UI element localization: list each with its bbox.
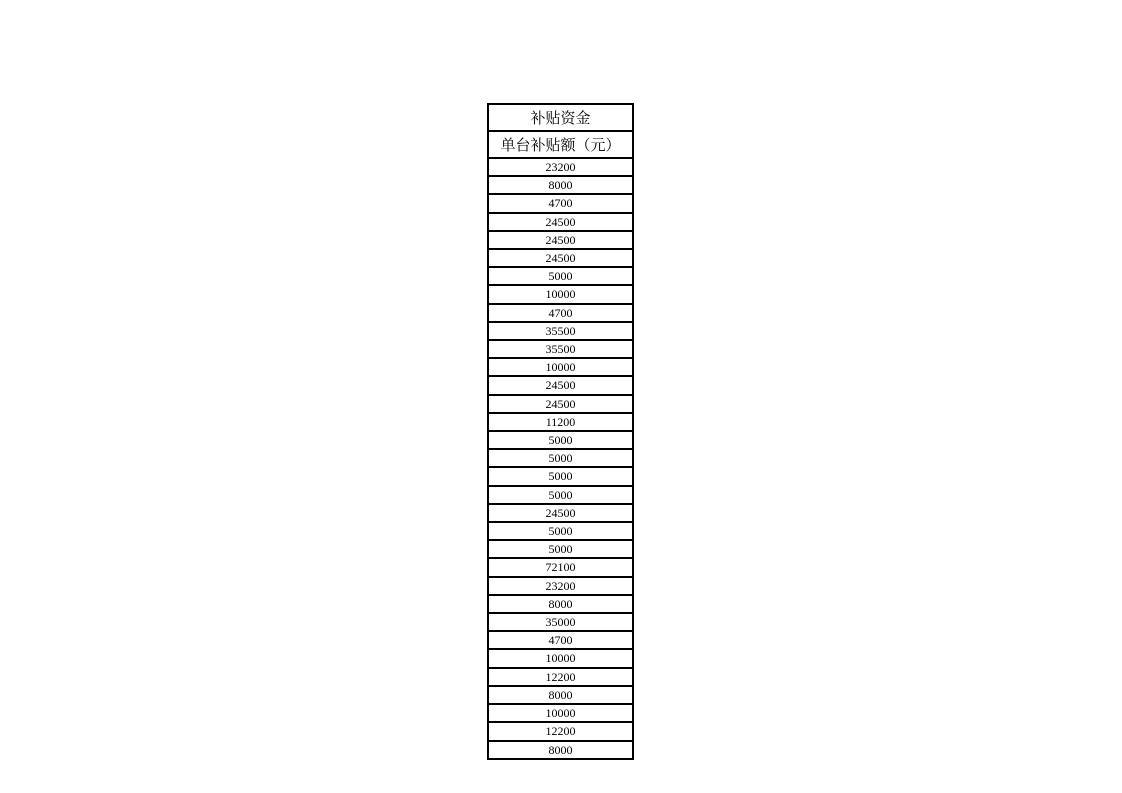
subsidy-amount-cell: 12200: [488, 668, 633, 686]
table-row: [488, 285, 633, 303]
table-row: [488, 686, 633, 704]
table-row: [488, 540, 633, 558]
subsidy-amount-cell: 10000: [488, 704, 633, 722]
subsidy-amount-cell: 5000: [488, 267, 633, 285]
subsidy-amount-cell: 8000: [488, 176, 633, 194]
subsidy-table-container: [487, 103, 634, 760]
subsidy-table-body: [488, 158, 633, 759]
subsidy-amount-cell: 35500: [488, 322, 633, 340]
table-row: [488, 613, 633, 631]
table-row: [488, 395, 633, 413]
table-row: [488, 704, 633, 722]
table-row: [488, 158, 633, 176]
table-row: [488, 722, 633, 740]
table-row: [488, 376, 633, 394]
subsidy-amount-cell: 11200: [488, 413, 633, 431]
table-row: [488, 413, 633, 431]
subsidy-amount-cell: 24500: [488, 376, 633, 394]
subsidy-amount-cell: 8000: [488, 686, 633, 704]
table-row: [488, 358, 633, 376]
table-row: [488, 522, 633, 540]
table-row: [488, 304, 633, 322]
table-row: [488, 595, 633, 613]
subsidy-amount-cell: 8000: [488, 595, 633, 613]
table-row: [488, 431, 633, 449]
table-row: [488, 213, 633, 231]
subsidy-amount-cell: 72100: [488, 558, 633, 576]
subsidy-amount-cell: 24500: [488, 213, 633, 231]
table-row: [488, 741, 633, 759]
table-row: [488, 631, 633, 649]
table-row: [488, 649, 633, 667]
table-title-subsidy-funds: 补贴资金: [488, 104, 633, 131]
subsidy-amount-cell: 10000: [488, 358, 633, 376]
subsidy-amount-cell: 5000: [488, 540, 633, 558]
subsidy-amount-cell: 4700: [488, 194, 633, 212]
subsidy-amount-cell: 10000: [488, 649, 633, 667]
subsidy-amount-cell: 5000: [488, 486, 633, 504]
table-row: [488, 231, 633, 249]
table-row: [488, 467, 633, 485]
subsidy-amount-cell: 23200: [488, 158, 633, 176]
table-row: [488, 449, 633, 467]
subsidy-amount-cell: 5000: [488, 449, 633, 467]
table-row: [488, 176, 633, 194]
column-header-unit-subsidy-amount: 单台补贴额（元）: [488, 131, 633, 158]
table-row: [488, 577, 633, 595]
table-column-header-row: [488, 131, 633, 158]
subsidy-amount-cell: 5000: [488, 431, 633, 449]
subsidy-amount-cell: 24500: [488, 249, 633, 267]
subsidy-amount-cell: 10000: [488, 285, 633, 303]
table-row: [488, 668, 633, 686]
subsidy-amount-cell: 5000: [488, 467, 633, 485]
subsidy-amount-cell: 23200: [488, 577, 633, 595]
subsidy-amount-cell: 24500: [488, 395, 633, 413]
subsidy-amount-cell: 12200: [488, 722, 633, 740]
subsidy-amount-cell: 5000: [488, 522, 633, 540]
subsidy-amount-cell: 35000: [488, 613, 633, 631]
subsidy-amount-cell: 24500: [488, 231, 633, 249]
table-row: [488, 249, 633, 267]
table-row: [488, 558, 633, 576]
subsidy-amount-cell: 24500: [488, 504, 633, 522]
subsidy-amount-cell: 8000: [488, 741, 633, 759]
subsidy-amount-cell: 4700: [488, 304, 633, 322]
subsidy-table-head: [488, 104, 633, 158]
table-title-row: [488, 104, 633, 131]
table-row: [488, 322, 633, 340]
table-row: [488, 267, 633, 285]
table-row: [488, 486, 633, 504]
subsidy-table: [487, 103, 634, 760]
table-row: [488, 504, 633, 522]
table-row: [488, 194, 633, 212]
table-row: [488, 340, 633, 358]
subsidy-amount-cell: 35500: [488, 340, 633, 358]
subsidy-amount-cell: 4700: [488, 631, 633, 649]
